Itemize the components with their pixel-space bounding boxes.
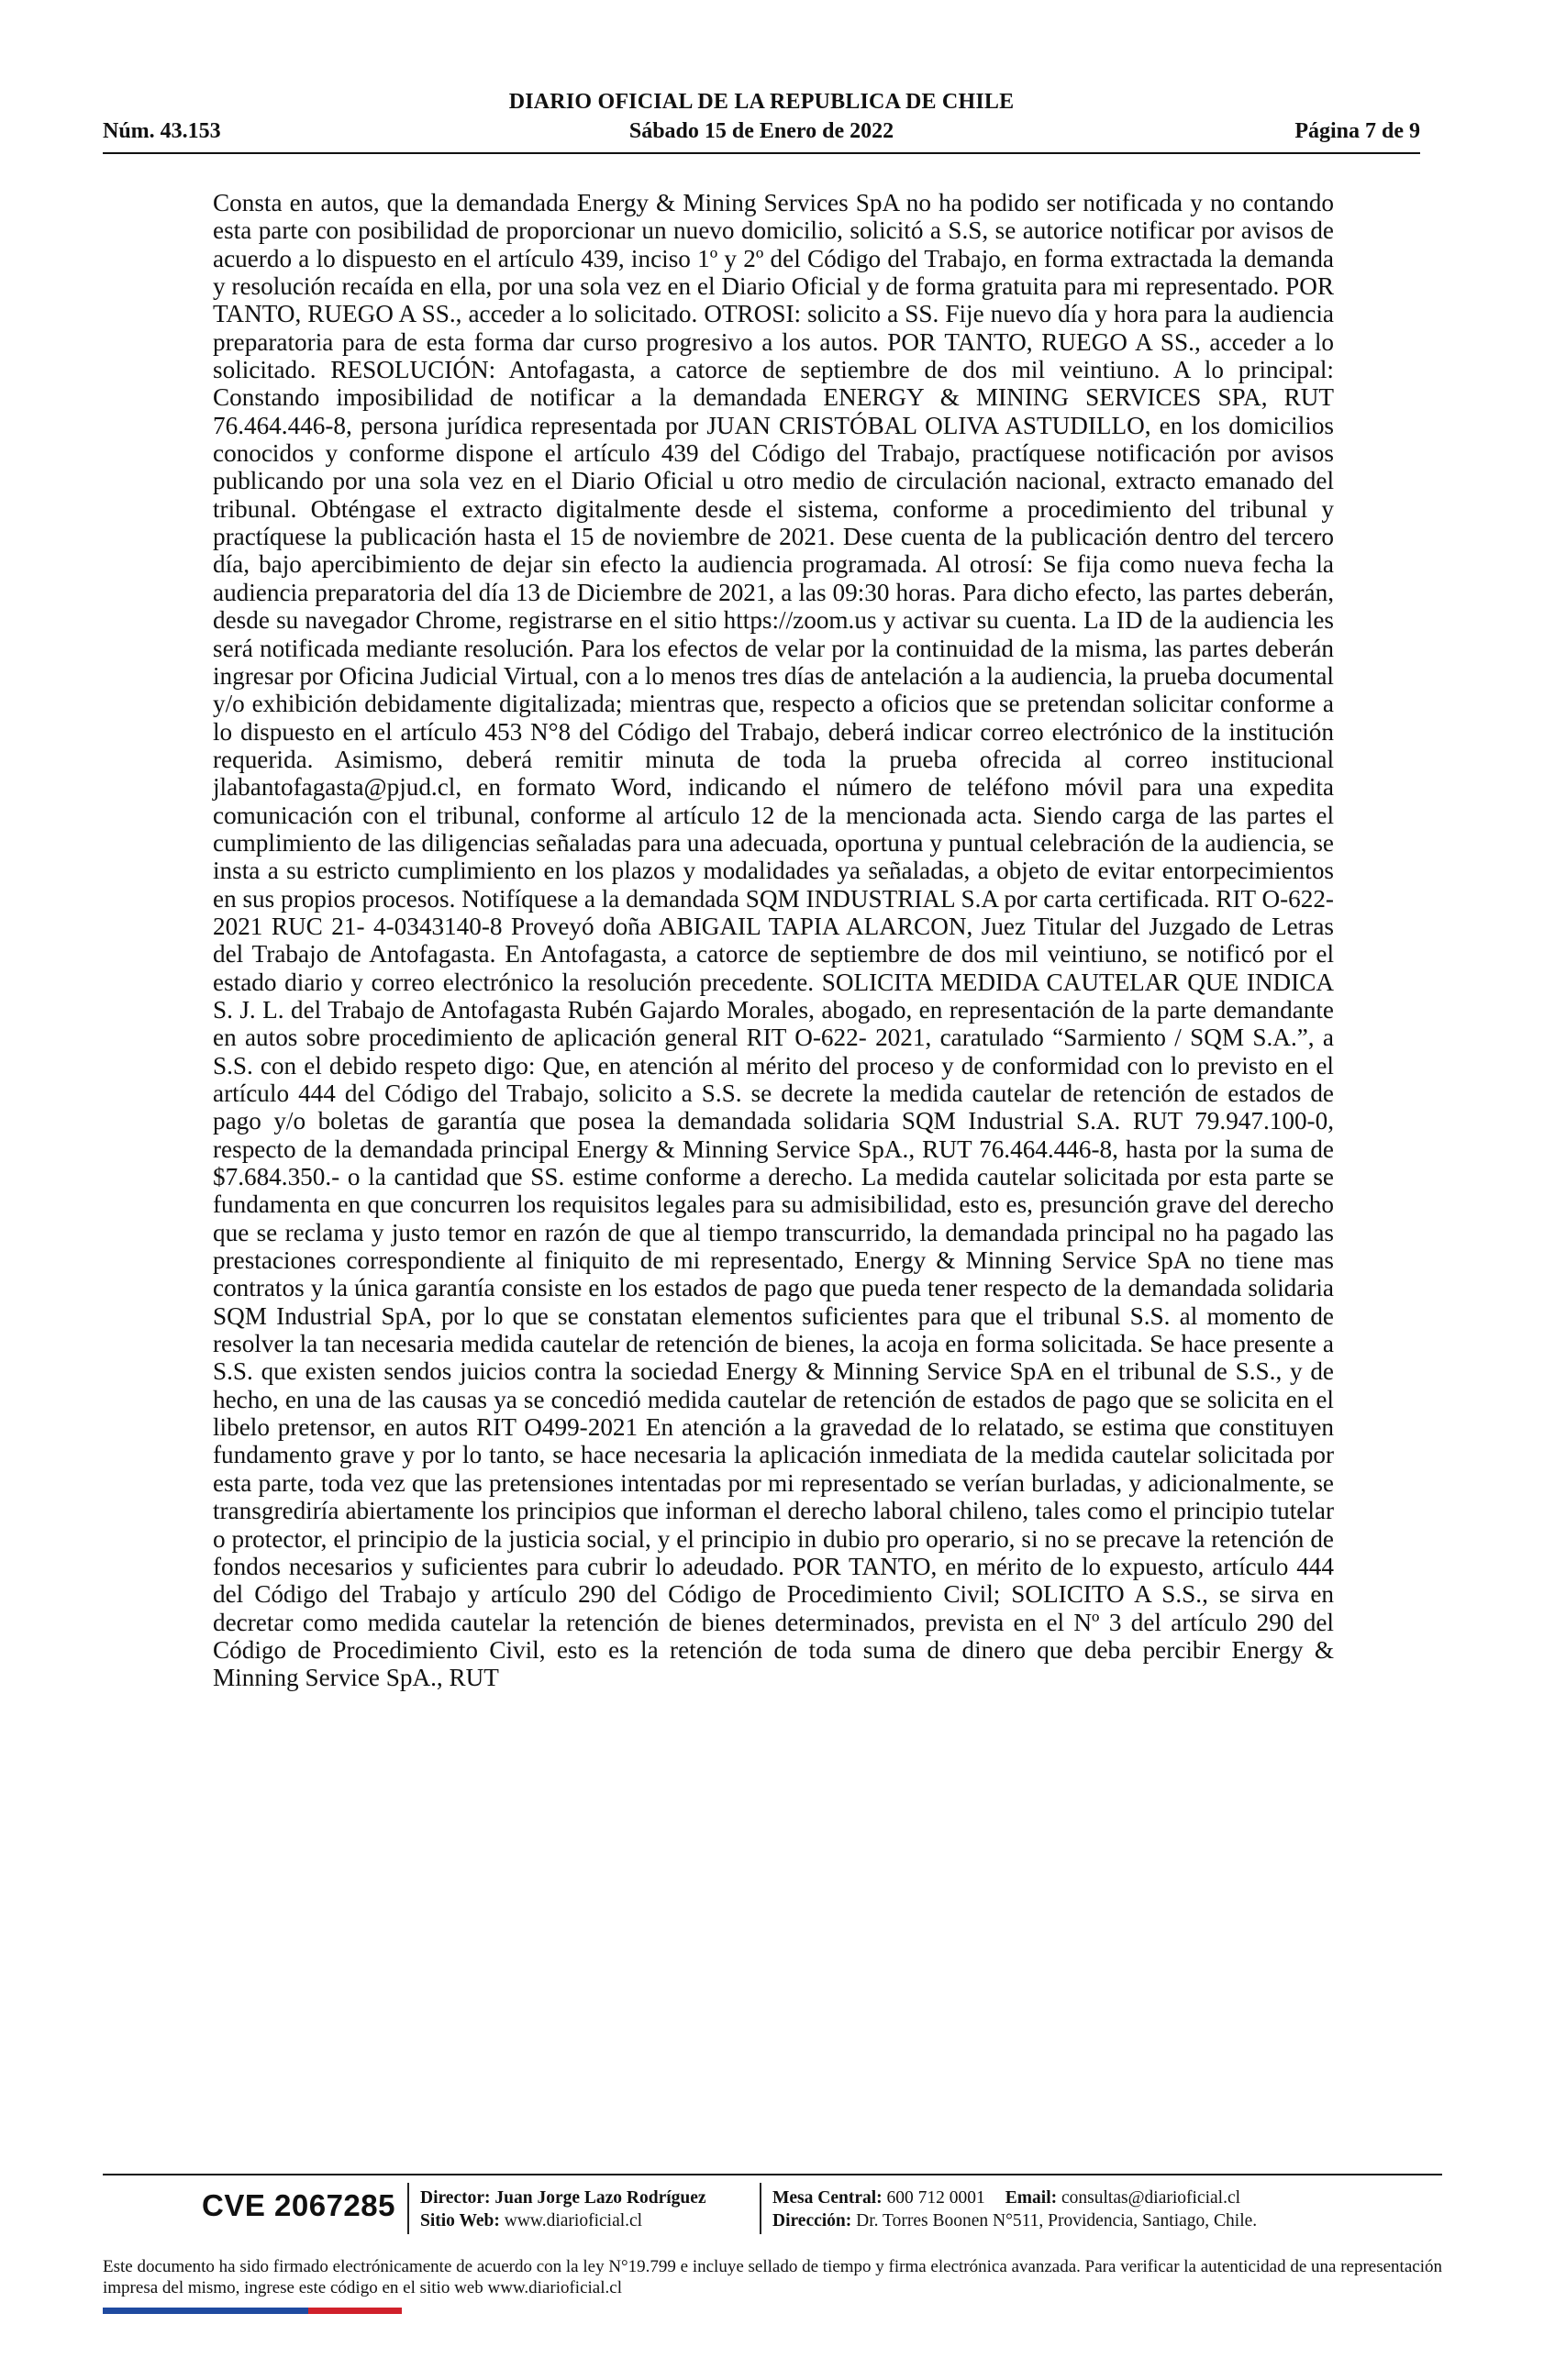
website-link[interactable]: www.diarioficial.cl: [504, 2211, 643, 2231]
issue-date: Sábado 15 de Enero de 2022: [628, 119, 894, 143]
email-label: Email:: [1005, 2188, 1058, 2208]
footer-contact-block: [772, 2186, 1257, 2232]
footer-separator: [760, 2183, 761, 2234]
address-label: Dirección:: [772, 2211, 852, 2231]
address-value: Dr. Torres Boonen N°511, Providencia, Santiago, Chile.: [856, 2211, 1258, 2231]
footer-divider: [103, 2174, 1442, 2175]
issue-number: Núm. 43.153: [103, 119, 221, 143]
publication-title: DIARIO OFICIAL DE LA REPUBLICA DE CHILE: [508, 90, 1015, 114]
page-footer: [103, 2179, 1442, 2243]
flag-red-segment: [308, 2308, 402, 2314]
cve-code: CVE 2067285: [202, 2188, 395, 2222]
header-divider: [103, 152, 1420, 154]
flag-stripe: [103, 2308, 402, 2314]
page-header: [103, 88, 1420, 152]
signature-note: Este documento ha sido firmado electrónicamente de acuerdo con la ley N°19.799 e incluye sellado de tiempo y firma electrónica avanzada. Para verificar la autenticidad de una representación impresa del mismo, ingrese este código en el sitio web www.diarioficial.cl: [103, 2257, 1442, 2297]
phone-label: Mesa Central:: [772, 2188, 883, 2208]
body-paragraph: Consta en autos, que la demandada Energy & Mining Services SpA no ha podido ser notificada y no contando esta parte con posibilidad de proporcionar un nuevo domicilio, solicitó a S.S, se autorice notificar por avisos de acuerdo a lo dispuesto en el artículo 439, inciso 1º y 2º del Código del Trabajo, en forma extractada la demanda y resolución recaída en ella, por una sola vez en el Diario Oficial y de forma gratuita para mi representado. POR TANTO, RUEGO A SS., acceder a lo solicitado. OTROSI: solicito a SS. Fije nuevo día y hora para la audiencia preparatoria para de esta forma dar curso progresivo a los autos. POR TANTO, RUEGO A SS., acceder a lo solicitado. RESOLUCIÓN: Antofagasta, a catorce de septiembre de dos mil veintiuno. A lo principal: Constando imposibilidad de notificar a la demandada ENERGY & MINING SERVICES SPA, RUT 76.464.446-8, persona jurídica representada por JUAN CRISTÓBAL OLIVA ASTUDILLO, en los domicilios conocidos y conforme dispone el artículo 439 del Código del Trabajo, practíquese notificación por avisos publicando por una sola vez en el Diario Oficial u otro medio de circulación nacional, extracto emanado del tribunal. Obténgase el extracto digitalmente desde el sistema, conforme a procedimiento del tribunal y practíquese la publicación hasta el 15 de noviembre de 2021. Dese cuenta de la publicación dentro del tercero día, bajo apercibimiento de dejar sin efecto la audiencia programada. Al otrosí: Se fija como nueva fecha la audiencia preparatoria del día 13 de Diciembre de 2021, a las 09:30 horas. Para dicho efecto, las partes deberán, desde su navegador Chrome, registrarse en el sitio https://zoom.us y activar su cuenta. La ID de la audiencia les será notificada mediante resolución. Para los efectos de velar por la continuidad de la misma, las partes deberán ingresar por Oficina Judicial Virtual, con a lo menos tres días de antelación a la audiencia, la prueba documental y/o exhibición debidamente digitalizada; mientras que, respecto a oficios que se pretendan solicitar conforme a lo dispuesto en el artículo 453 N°8 del Código del Trabajo, deberá indicar correo electrónico de la institución requerida. Asimismo, deberá remitir minuta de toda la prueba ofrecida al correo institucional jlabantofagasta@pjud.cl, en formato Word, indicando el número de teléfono móvil para una expedita comunicación con el tribunal, conforme al artículo 12 de la mencionada acta. Siendo carga de las partes el cumplimiento de las diligencias señaladas para una adecuada, oportuna y puntual celebración de la audiencia, se insta a su estricto cumplimiento en los plazos y modalidades ya señaladas, a objeto de evitar entorpecimientos en sus propios procesos. Notifíquese a la demandada SQM INDUSTRIAL S.A por carta certificada. RIT O-622-2021 RUC 21- 4-0343140-8 Proveyó doña ABIGAIL TAPIA ALARCON, Juez Titular del Juzgado de Letras del Trabajo de Antofagasta. En Antofagasta, a catorce de septiembre de dos mil veintiuno, se notificó por el estado diario y correo electrónico la resolución precedente. SOLICITA MEDIDA CAUTELAR QUE INDICA S. J. L. del Trabajo de Antofagasta Rubén Gajardo Morales, abogado, en representación de la parte demandante en autos sobre procedimiento de aplicación general RIT O-622- 2021, caratulado “Sarmiento / SQM S.A.”, a S.S. con el debido respeto digo: Que, en atención al mérito del proceso y de conformidad con lo previsto en el artículo 444 del Código del Trabajo, solicito a S.S. se decrete la medida cautelar de retención de estados de pago y/o boletas de garantía que posea la demandada solidaria SQM Industrial S.A. RUT 79.947.100-0, respecto de la demandada principal Energy & Minning Service SpA., RUT 76.464.446-8, hasta por la suma de $7.684.350.- o la cantidad que SS. estime conforme a derecho. La medida cautelar solicitada por esta parte se fundamenta en que concurren los requisitos legales para su admisibilidad, esto es, presunción grave del derecho que se reclama y justo temor en razón de que al tiempo transcurrido, la demandada principal no ha pagado las prestaciones correspondiente al finiquito de mi representado, Energy & Minning Service SpA no tiene mas contratos y la única garantía consiste en los estados de pago que pueda tener respecto de la demandada solidaria SQM Industrial SpA, por lo que se constatan elementos suficientes para que el tribunal S.S. al momento de resolver la tan necesaria medida cautelar de retención de bienes, la acoja en forma solicitada. Se hace presente a S.S. que existen sendos juicios contra la sociedad Energy & Minning Service SpA en el tribunal de S.S., y de hecho, en una de las causas ya se concedió medida cautelar de retención de estados de pago que se solicita en el libelo pretensor, en autos RIT O499-2021 En atención a la gravedad de lo relatado, se estima que constituyen fundamento grave y por lo tanto, se hace necesaria la aplicación inmediata de la medida cautelar solicitada por esta parte, toda vez que las pretensiones intentadas por mi representado se verían burladas, y adicionalmente, se transgrediría abiertamente los principios que informan el derecho laboral chileno, tales como el principio tutelar o protector, el principio de la justicia social, y el principio in dubio pro operario, si no se precave la retención de fondos necesarios y suficientes para cubrir lo adeudado. POR TANTO, en mérito de lo expuesto, artículo 444 del Código del Trabajo y artículo 290 del Código de Procedimiento Civil; SOLICITO A S.S., se sirva en decretar como medida cautelar la retención de bienes determinados, prevista en el Nº 3 del artículo 290 del Código de Procedimiento Civil, esto es la retención de toda suma de dinero que deba percibir Energy & Minning Service SpA., RUT: [213, 189, 1334, 1692]
flag-blue-segment: [103, 2308, 308, 2314]
director-label: Director:: [420, 2188, 491, 2208]
director-name: Juan Jorge Lazo Rodríguez: [494, 2188, 706, 2208]
website-label: Sitio Web:: [420, 2211, 500, 2231]
page-number: Página 7 de 9: [1294, 119, 1420, 143]
document-body: [213, 189, 1334, 1692]
footer-director-block: [420, 2186, 706, 2232]
email-link[interactable]: consultas@diarioficial.cl: [1061, 2188, 1241, 2208]
footer-separator: [407, 2183, 409, 2234]
phone-number: 600 712 0001: [886, 2188, 985, 2208]
